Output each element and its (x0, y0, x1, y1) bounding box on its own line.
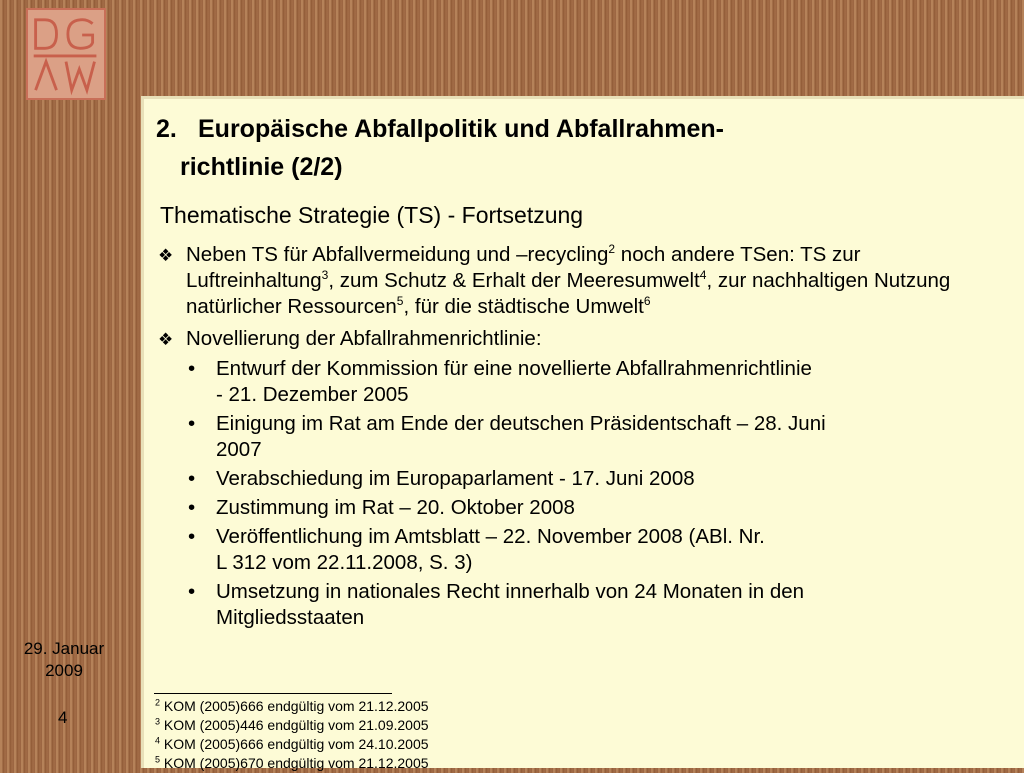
footnote-ref: 6 (643, 294, 651, 309)
title-line-2: richtlinie (2/2) (180, 153, 343, 181)
footnotes (155, 697, 429, 773)
footnote-text: KOM (2005)446 endgültig vom 21.09.2005 (160, 717, 429, 733)
date-line: 29. Januar (23, 639, 105, 658)
bullet-text: noch andere TSen: TS zur Luftreinhaltung (186, 243, 861, 292)
bullet-item-novellierung (158, 326, 1008, 631)
sub-bullet-item (158, 524, 1008, 576)
bullet-dot: • (188, 580, 196, 603)
slide-page-number: 4 (58, 708, 68, 727)
sub-bullet-item (158, 495, 1008, 521)
dgaw-logo (26, 8, 106, 100)
sub-bullet-line: Zustimmung im Rat – 20. Oktober 2008 (216, 496, 575, 519)
bullet-text: , zur nachhaltigen Nutzung natürlicher Ressourcen (186, 269, 951, 318)
sub-bullet-line: 2007 (216, 438, 262, 461)
bullet-list (158, 242, 1008, 637)
footnote (155, 735, 429, 754)
bullet-dot: • (188, 467, 196, 490)
footnote-number: 2 (155, 697, 161, 708)
bullet-text: , zum Schutz & Erhalt der Meeresumwelt (328, 269, 700, 292)
bullet-text: Neben TS für Abfallvermeidung und –recycling (186, 243, 609, 266)
footnote (155, 716, 429, 735)
sub-bullet-item (158, 466, 1008, 492)
bullet-text: Novellierung der Abfallrahmenrichtlinie: (186, 327, 542, 350)
slide-date (6, 638, 122, 682)
footnote (155, 697, 429, 716)
footnote-text: KOM (2005)670 endgültig vom 21.12.2005 (160, 755, 429, 771)
slide-subtitle: Thematische Strategie (TS) - Fortsetzung (160, 202, 584, 228)
sub-bullet-line: Entwurf der Kommission für eine novellierte Abfallrahmenrichtlinie (216, 357, 812, 380)
footnote-ref: 4 (699, 268, 707, 283)
footnote-text: KOM (2005)666 endgültig vom 24.10.2005 (160, 736, 429, 752)
title-number: 2. (156, 115, 177, 143)
sub-bullet-item (158, 411, 1008, 463)
sub-bullet-line: Mitgliedsstaaten (216, 606, 365, 629)
sub-bullet-item (158, 579, 1008, 631)
footnote-ref: 2 (608, 242, 616, 257)
sub-bullet-line: Umsetzung in nationales Recht innerhalb von 24 Monaten in den (216, 580, 805, 603)
footnote (155, 754, 429, 773)
sub-bullet-line: - 21. Dezember 2005 (216, 383, 409, 406)
footnote-number: 3 (155, 716, 161, 727)
sub-bullet-list (158, 356, 1008, 631)
sub-bullet-line: Verabschiedung im Europaparlament - 17. Juni 2008 (216, 467, 695, 490)
bullet-item-ts (158, 242, 1008, 320)
footnote-ref: 3 (321, 268, 329, 283)
sub-bullet-line: Einigung im Rat am Ende der deutschen Präsidentschaft – 28. Juni (216, 412, 826, 435)
footnote-text: KOM (2005)666 endgültig vom 21.12.2005 (160, 698, 429, 714)
bullet-dot: • (188, 525, 196, 548)
bullet-dot: • (188, 357, 196, 380)
sub-bullet-line: Veröffentlichung im Amtsblatt – 22. November 2008 (ABl. Nr. (216, 525, 765, 548)
footnote-divider (154, 693, 392, 694)
bullet-dot: • (188, 412, 196, 435)
bullet-dot: • (188, 496, 196, 519)
footnote-number: 4 (155, 735, 161, 746)
footnote-number: 5 (155, 754, 161, 765)
diamond-bullet-icon: ❖ (158, 330, 174, 349)
sub-bullet-line: L 312 vom 22.11.2008, S. 3) (216, 551, 473, 574)
sub-bullet-item (158, 356, 1008, 408)
diamond-bullet-icon: ❖ (158, 246, 174, 265)
bullet-text: , für die städtische Umwelt (403, 295, 644, 318)
date-line: 2009 (45, 661, 83, 680)
title-line-1: Europäische Abfallpolitik und Abfallrahmen- (198, 115, 724, 143)
dgaw-logo-mark (28, 10, 104, 98)
footnote-ref: 5 (396, 294, 404, 309)
